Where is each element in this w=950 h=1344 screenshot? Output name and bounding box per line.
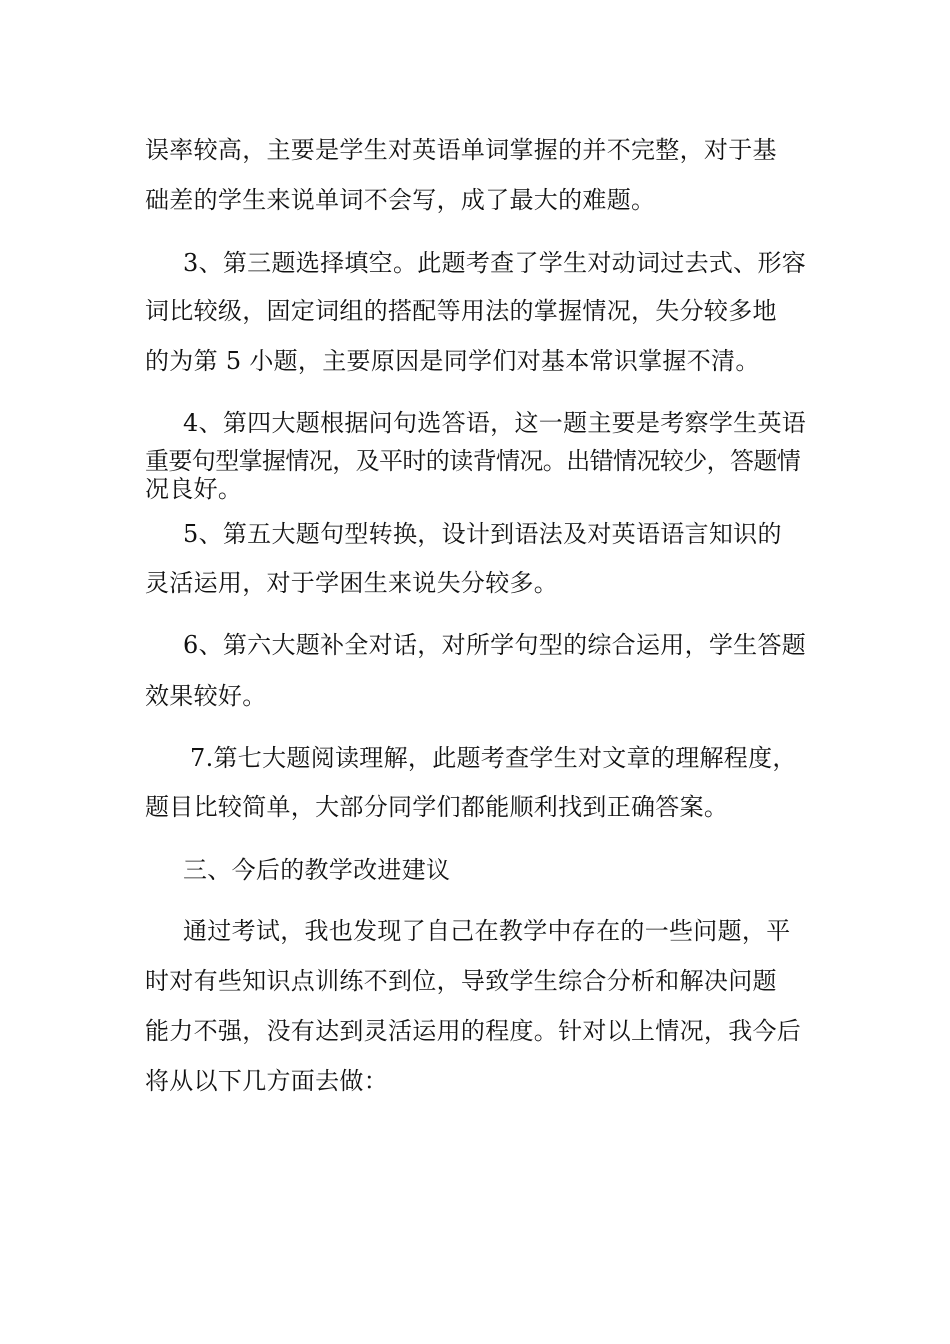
- paragraph-3-line: 3、第三题选择填空。此题考查了学生对动词过去式、形容: [183, 249, 807, 277]
- paragraph-6-line: 6、第六大题补全对话，对所学句型的综合运用，学生答题: [183, 631, 807, 659]
- text-line: 础差的学生来说单词不会写，成了最大的难题。: [145, 186, 656, 214]
- text-line: 灵活运用，对于学困生来说失分较多。: [145, 569, 559, 597]
- text-line: 效果较好。: [145, 682, 267, 710]
- text-line: 的为第 5 小题，主要原因是同学们对基本常识掌握不清。: [145, 347, 760, 375]
- paragraph-5-line: 5、第五大题句型转换，设计到语法及对英语语言知识的: [183, 520, 782, 548]
- text-line: 时对有些知识点训练不到位，导致学生综合分析和解决问题: [145, 967, 777, 995]
- text-line: 将从以下几方面去做：: [145, 1067, 388, 1095]
- paragraph-4-line: 4、第四大题根据问句选答语，这一题主要是考察学生英语: [183, 409, 807, 437]
- text-line: 况良好。: [145, 475, 243, 503]
- section-heading: 三、今后的教学改进建议: [183, 856, 451, 884]
- text-line: 误率较高，主要是学生对英语单词掌握的并不完整，对于基: [145, 136, 777, 164]
- text-line: 题目比较简单，大部分同学们都能顺利找到正确答案。: [145, 793, 729, 821]
- paragraph-7-line: 7.第七大题阅读理解，此题考查学生对文章的理解程度，: [190, 744, 797, 772]
- text-line: 词比较级，固定词组的搭配等用法的掌握情况，失分较多地: [145, 297, 777, 325]
- text-line: 能力不强，没有达到灵活运用的程度。针对以上情况，我今后: [145, 1017, 802, 1045]
- text-line: 重要句型掌握情况，及平时的读背情况。出错情况较少，答题情: [145, 447, 801, 475]
- paragraph-body-line: 通过考试，我也发现了自己在教学中存在的一些问题，平: [183, 917, 791, 945]
